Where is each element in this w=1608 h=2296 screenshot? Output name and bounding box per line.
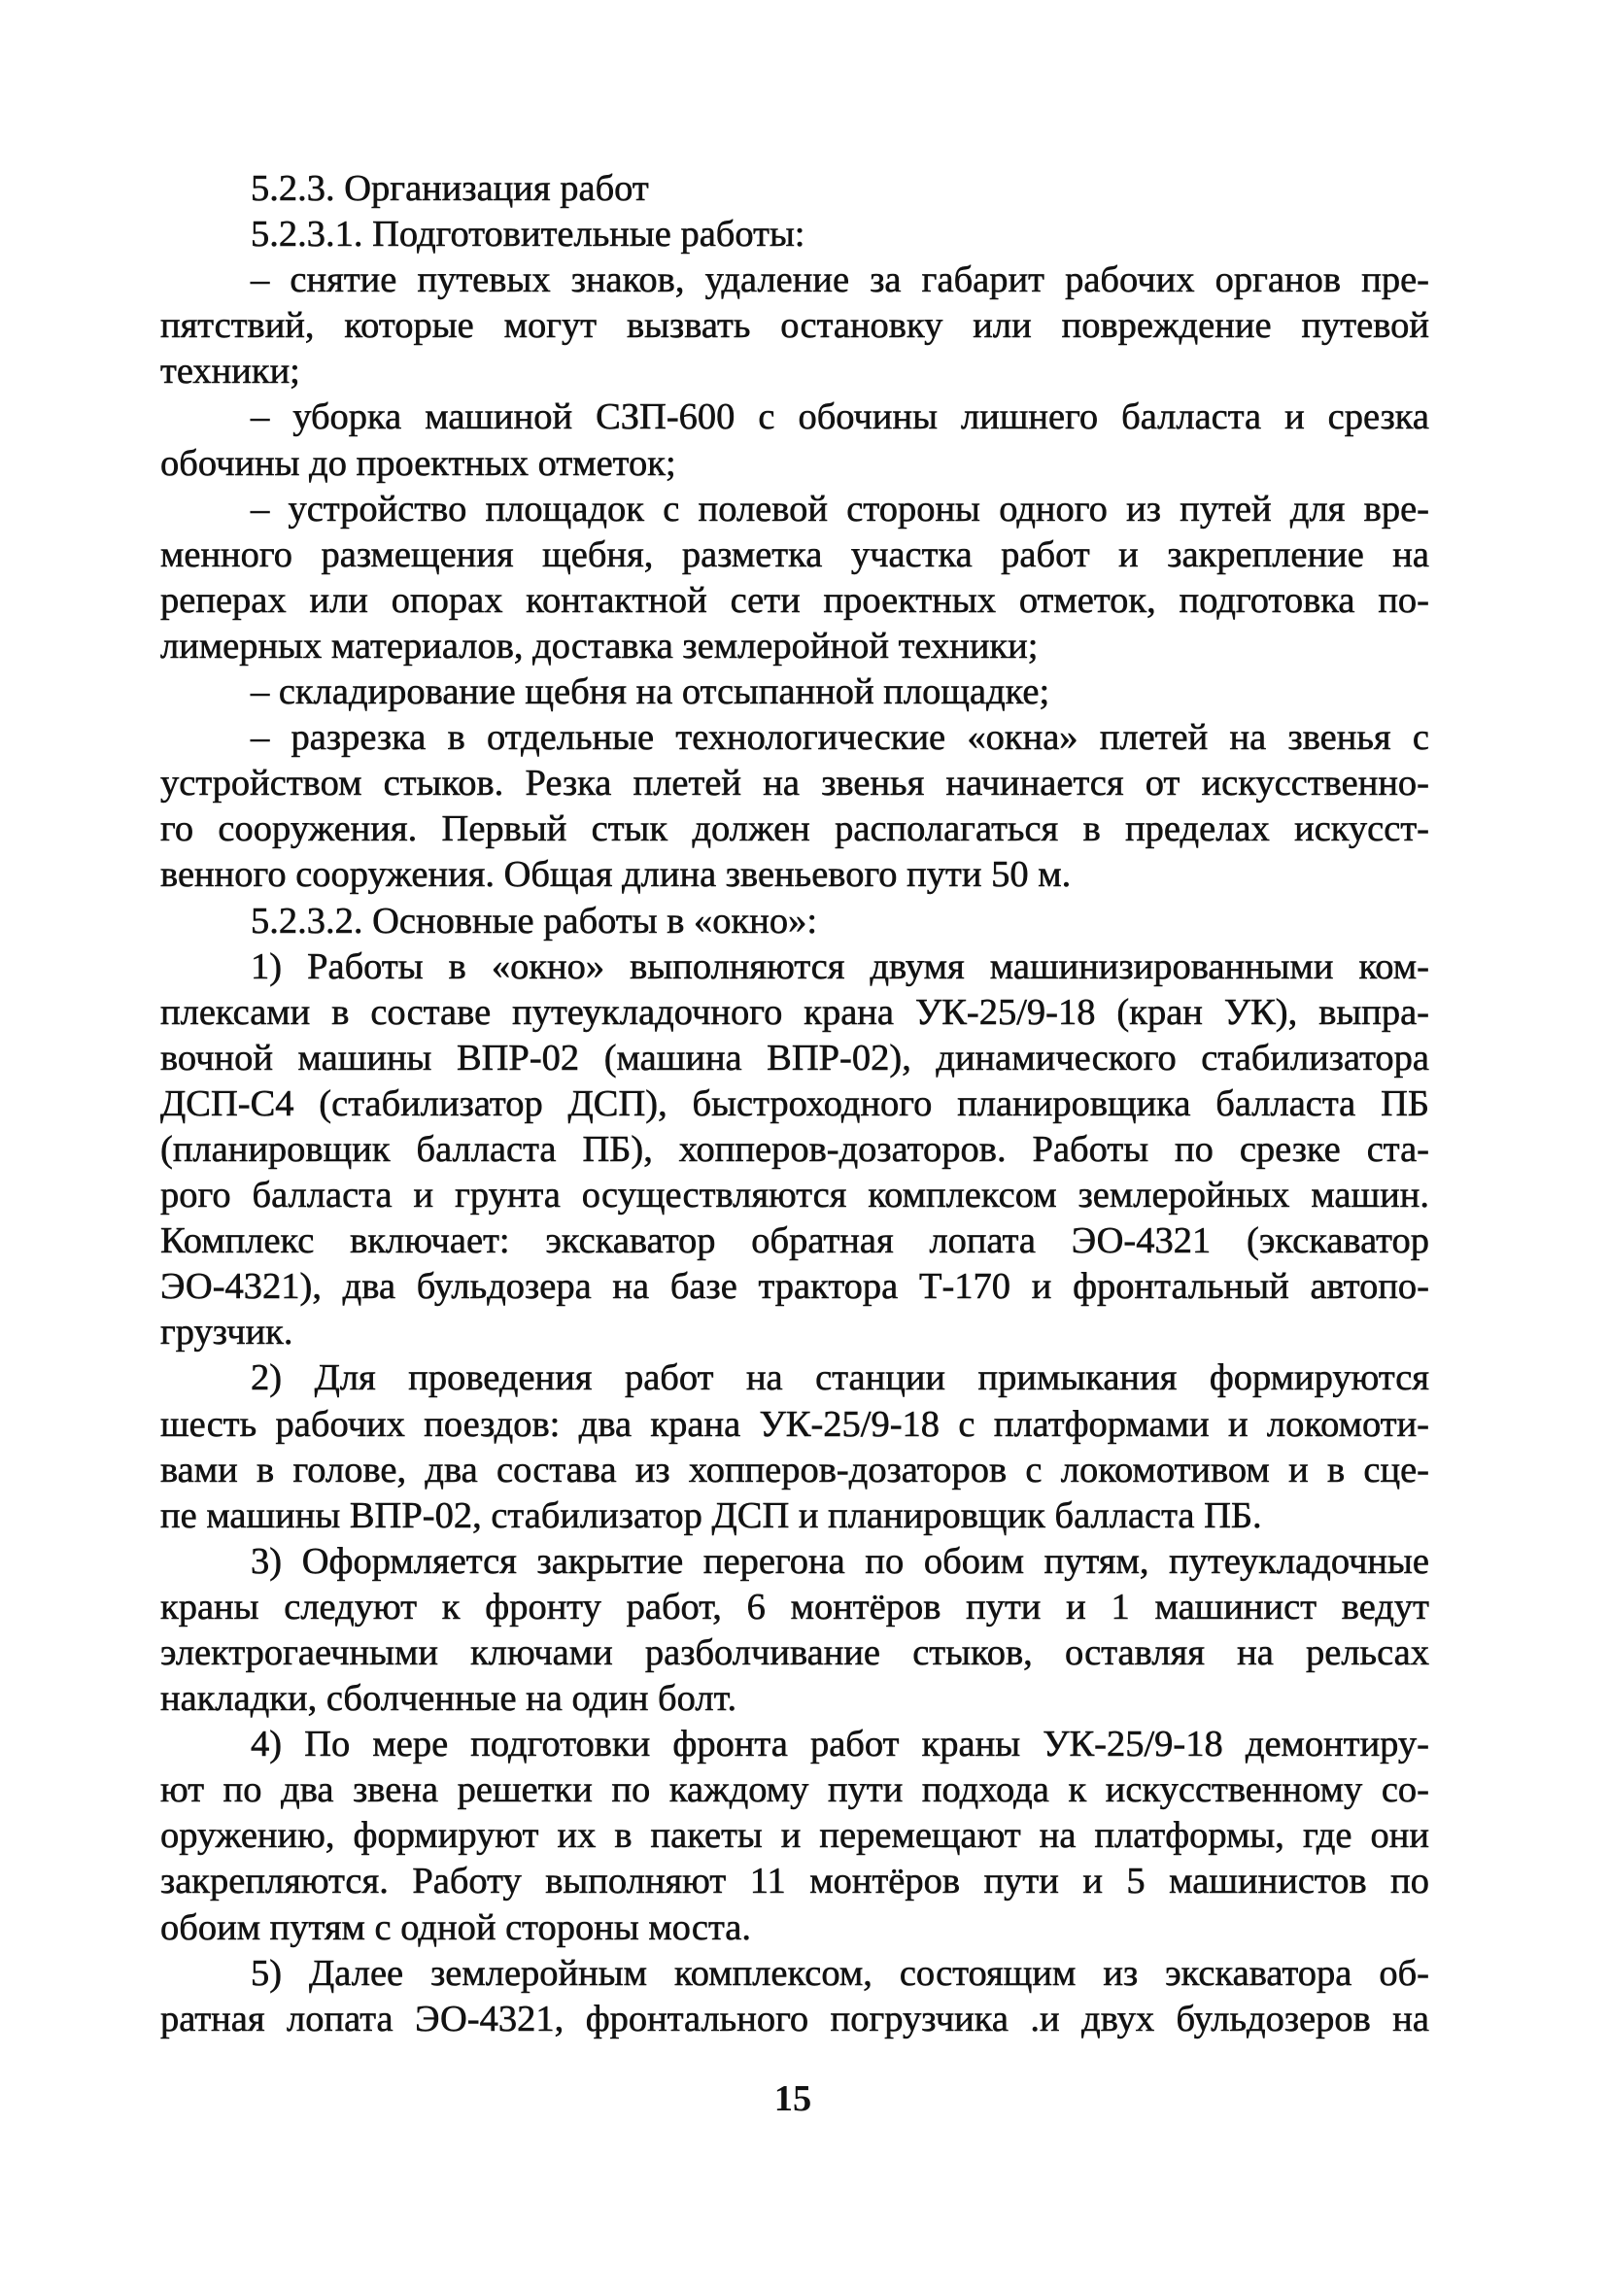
section-heading: 5.2.3. Организация работ: [251, 168, 649, 209]
text-line: 3) Оформляется закрытие перегона по обоим путям, путеукладочные: [251, 1540, 1429, 1582]
main-item-5: [160, 1951, 1429, 2042]
text-line: – снятие путевых знаков, удаление за габарит рабочих органов пре-: [251, 259, 1429, 301]
text-line: 4) По мере подготовки фронта работ краны УК-25/9-18 демонтиру-: [251, 1724, 1429, 1765]
text-line: пятствий, которые могут вызвать остановку или повреждение путевой: [160, 305, 1429, 347]
main-item-4: [160, 1722, 1429, 1950]
text-line: реперах или опорах контактной сети проектных отметок, подготовка по-: [160, 579, 1429, 621]
text-line: обочины до проектных отметок;: [160, 442, 676, 484]
prep-item-2: [160, 394, 1429, 486]
text-line: (планировщик балласта ПБ), хопперов-дозаторов. Работы по срезке ста-: [160, 1128, 1429, 1170]
text-line: го сооружения. Первый стык должен располагаться в пределах искусст-: [160, 808, 1429, 850]
text-line: пе машины ВПР-02, стабилизатор ДСП и планировщик балласта ПБ.: [160, 1494, 1262, 1536]
text-line: техники;: [160, 351, 300, 393]
text-line: обоим путям с одной стороны моста.: [160, 1906, 751, 1948]
main-item-2: [160, 1355, 1429, 1538]
main-item-3: [160, 1539, 1429, 1722]
text-line: оружению, формируют их в пакеты и перемещают на платформы, где они: [160, 1815, 1429, 1857]
text-line: плексами в составе путеукладочного крана УК-25/9-18 (кран УК), выпра-: [160, 991, 1429, 1033]
text-line: – устройство площадок с полевой стороны одного из путей для вре-: [251, 488, 1429, 530]
page-number: 15: [773, 2078, 812, 2119]
text-line: рого балласта и грунта осуществляются комплексом землеройных машин.: [160, 1175, 1429, 1217]
text-line: электрогаечными ключами разболчивание стыков, оставляя на рельсах: [160, 1632, 1429, 1673]
text-line: ДСП-С4 (стабилизатор ДСП), быстроходного планировщика балласта ПБ: [160, 1082, 1429, 1124]
text-line: шесть рабочих поездов: два крана УК-25/9-18 с платформами и локомоти-: [160, 1403, 1429, 1445]
text-line: ратная лопата ЭО-4321, фронтального погрузчика .и двух бульдозеров на: [160, 1998, 1429, 2039]
text-line: – складирование щебня на отсыпанной площадке;: [251, 671, 1050, 713]
text-line: – уборка машиной СЗП-600 с обочины лишнего балласта и срезка: [251, 396, 1429, 438]
text-line: накладки, сболченные на один болт.: [160, 1678, 737, 1720]
text-line: – разрезка в отдельные технологические «окна» плетей на звенья с: [251, 717, 1429, 759]
text-line: венного сооружения. Общая длина звеньевого пути 50 м.: [160, 854, 1072, 896]
text-line: 2) Для проведения работ на станции примыкания формируются: [251, 1357, 1429, 1399]
prep-item-4: [160, 669, 1429, 715]
text-line: краны следуют к фронту работ, 6 монтёров пути и 1 машинист ведут: [160, 1586, 1429, 1628]
main-item-1: [160, 944, 1429, 1356]
prep-item-3: [160, 487, 1429, 669]
text-line: Комплекс включает: экскаватор обратная лопата ЭО-4321 (экскаватор: [160, 1220, 1429, 1262]
document-body: [160, 166, 1429, 2042]
text-line: лимерных материалов, доставка землеройной техники;: [160, 625, 1039, 667]
text-line: вами в голове, два состава из хопперов-дозаторов с локомотивом и в сце-: [160, 1449, 1429, 1491]
subsection-heading-preparatory: 5.2.3.1. Подготовительные работы:: [251, 214, 805, 256]
text-line: 1) Работы в «окно» выполняются двумя машинизированными ком-: [251, 945, 1429, 987]
subsection-heading-main-works: 5.2.3.2. Основные работы в «окно»:: [251, 900, 818, 942]
prep-item-5: [160, 715, 1429, 898]
text-line: вочной машины ВПР-02 (машина ВПР-02), динамического стабилизатора: [160, 1037, 1429, 1079]
text-line: закрепляются. Работу выполняют 11 монтёров пути и 5 машинистов по: [160, 1861, 1429, 1902]
text-line: грузчик.: [160, 1312, 293, 1354]
text-line: ЭО-4321), два бульдозера на базе трактора Т-170 и фронтальный автопо-: [160, 1266, 1429, 1308]
prep-item-1: [160, 257, 1429, 394]
text-line: менного размещения щебня, разметка участка работ и закрепление на: [160, 533, 1429, 575]
text-line: 5) Далее землеройным комплексом, состоящим из экскаватора об-: [251, 1952, 1429, 1994]
text-line: устройством стыков. Резка плетей на звенья начинается от искусственно-: [160, 763, 1429, 805]
text-line: ют по два звена решетки по каждому пути подхода к искусственному со-: [160, 1769, 1429, 1811]
